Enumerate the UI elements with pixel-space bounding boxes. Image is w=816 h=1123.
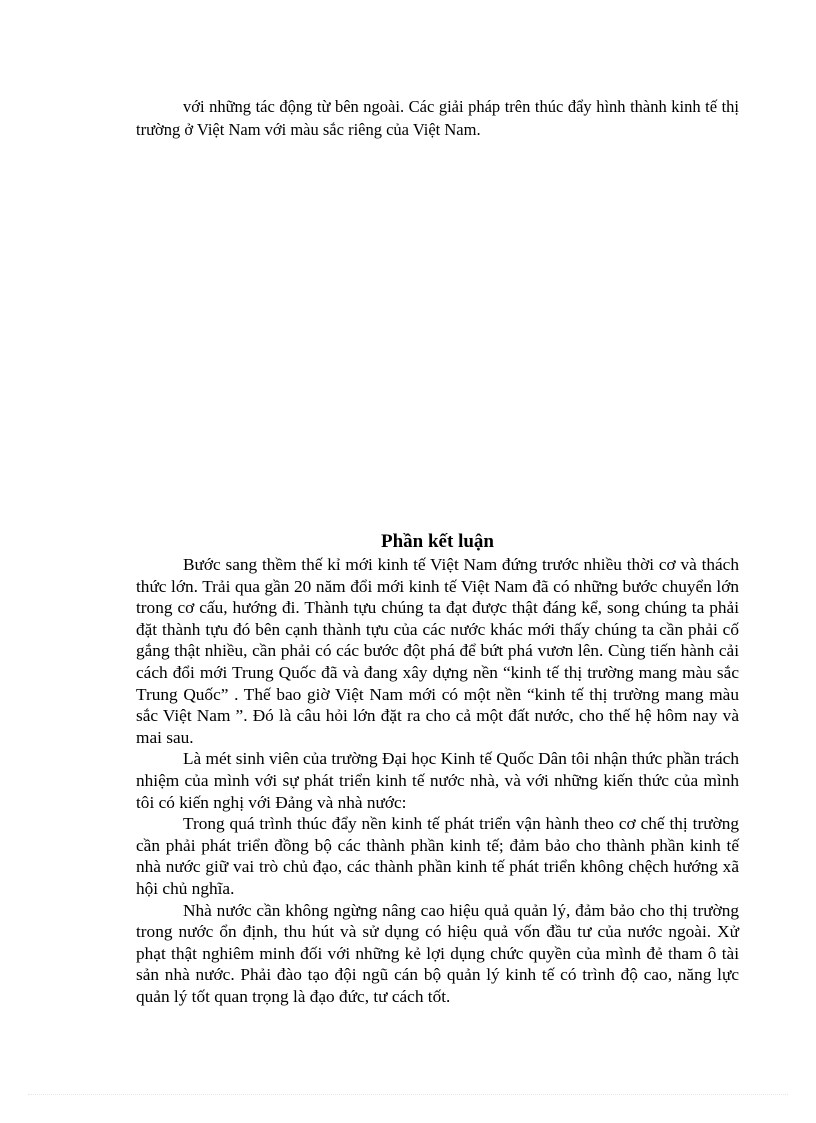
continued-paragraph: với những tác động từ bên ngoài. Các giải pháp trên thúc đẩy hình thành kinh tế thị trường ở Việt Nam với màu sắc riêng của Việt Nam. xyxy=(136,97,739,139)
paragraph-student: Là mét sinh viên của trường Đại học Kinh tế Quốc Dân tôi nhận thức phần trách nhiệm của mình với sự phát triển kinh tế nước nhà, và với những kiến thức của mình tôi có kiến nghị với Đảng và nhà nước: xyxy=(136,749,739,812)
paragraph-state: Nhà nước cần không ngừng nâng cao hiệu quả quản lý, đảm bảo cho thị trường trong nước ổn định, thu hút và sử dụng có hiệu quả vốn đầu tư của nước ngoài. Xử phạt thật nghiêm minh đối với những kẻ lợi dụng chức quyền của mình đẻ tham ô tài sản nhà nước. Phải đào tạo đội ngũ cán bộ quản lý kinh tế có trình độ cao, năng lực quản lý tốt quan trọng là đạo đức, tư cách tốt. xyxy=(136,900,739,1006)
paragraph-market: Trong quá trình thúc đẩy nền kinh tế phát triển vận hành theo cơ chế thị trường cần phải phát triển đồng bộ các thành phần kinh tế; đảm bảo cho thành phần kinh tế nhà nước giữ vai trò chủ đạo, các thành phần kinh tế phát triển không chệch hướng xã hội chủ nghĩa. xyxy=(136,814,739,898)
paragraph-intro: Bước sang thềm thế kỉ mới kinh tế Việt Nam đứng trước nhiều thời cơ và thách thức lớn. Trải qua gần 20 năm đổi mới kinh tế Việt Nam đã có những bước chuyển lớn trong cơ cấu, hướng đi. Thành tựu chúng ta đạt được thật đáng kể, song chúng ta phải đặt thành tựu đó bên cạnh thành tựu của các nước khác mới thấy chúng ta cần phải cố gắng thật nhiều, cần phải có các bước đột phá để bứt phá vươn lên. Cùng tiến hành cải cách đổi mới Trung Quốc đã và đang xây dựng nền “kinh tế thị trường mang màu sắc Trung Quốc” . Thế bao giờ Việt Nam mới có một nền “kinh tế thị trường mang màu sắc Việt Nam ”. Đó là câu hỏi lớn đặt ra cho cả một đất nước, cho thế hệ hôm nay và mai sau. xyxy=(136,555,739,747)
section-title: Phần kết luận xyxy=(381,531,494,552)
page-footer-divider xyxy=(28,1094,788,1095)
conclusion-body xyxy=(136,554,739,1007)
